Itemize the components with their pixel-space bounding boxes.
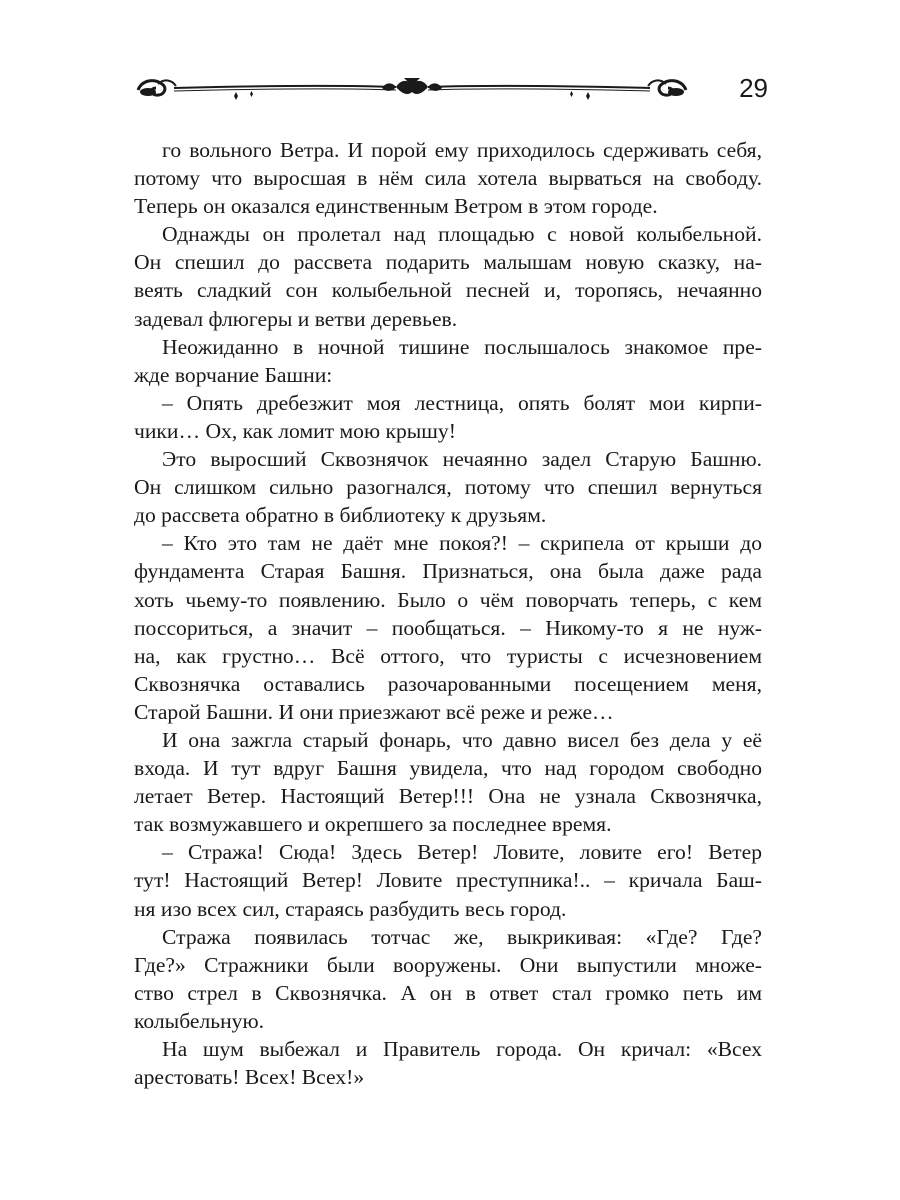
paragraph — [134, 445, 762, 529]
text-line: Сквознячка оставались разочарованными посещением меня, — [134, 671, 762, 696]
decorative-flourish-divider-icon — [134, 70, 690, 106]
text-line: входа. И тут вдруг Башня увидела, что над городом свободно — [134, 756, 762, 781]
text-line: го вольного Ветра. И порой ему приходилось сдерживать себя, — [162, 138, 762, 162]
paragraph — [134, 838, 762, 922]
text-line: веять сладкий сон колыбельной песней и, торопясь, нечаянно — [134, 278, 762, 303]
text-line: На шум выбежал и Правитель города. Он кричал: «Всех — [162, 1037, 762, 1061]
text-line: Он спешил до рассвета подарить малышам новую сказку, на- — [134, 250, 762, 275]
paragraph — [134, 333, 762, 389]
text-line: арестовать! Всех! Всех!» — [134, 1065, 365, 1090]
text-line: Это выросший Сквознячок нечаянно задел Старую Башню. — [162, 447, 762, 472]
body-text — [134, 136, 762, 1091]
paragraph — [134, 923, 762, 1035]
text-line: – Опять дребезжит моя лестница, опять болят мои кирпи- — [162, 390, 762, 415]
text-line: фундамента Старая Башня. Признаться, она была даже рада — [134, 559, 762, 584]
text-line: хоть чьему-то появлению. Было о чём поворчать теперь, с кем — [134, 587, 762, 612]
paragraph — [134, 389, 762, 445]
text-line: Старой Башни. И они приезжают всё реже и реже… — [134, 699, 614, 724]
text-line: – Кто это там не даёт мне покоя?! – скрипела от крыши до — [162, 531, 762, 556]
text-line: летает Ветер. Настоящий Ветер!!! Она не узнала Сквознячка, — [134, 784, 762, 809]
text-line: до рассвета обратно в библиотеку к друзьям. — [134, 503, 547, 528]
text-line: Он слишком сильно разогнался, потому что спешил вернуться — [134, 475, 762, 500]
text-line: колыбельную. — [134, 1008, 264, 1033]
text-line: потому что выросшая в нём сила хотела вырваться на свободу. — [134, 166, 762, 191]
text-line: поссориться, а значит – пообщаться. – Никому-то я не нуж- — [134, 615, 762, 640]
text-line: так возмужавшего и окрепшего за последнее время. — [134, 812, 612, 837]
paragraph — [134, 529, 762, 726]
text-line: Однажды он пролетал над площадью с новой колыбельной. — [162, 222, 762, 247]
page-number: 29 — [739, 73, 768, 103]
paragraph — [134, 220, 762, 332]
paragraph — [134, 136, 762, 220]
text-line: Стража появилась тотчас же, выкрикивая: «Где? Где? — [162, 924, 762, 949]
text-line: ство стрел в Сквознячка. А он в ответ стал громко петь им — [134, 980, 762, 1005]
text-line: И она зажгла старый фонарь, что давно висел без дела у её — [162, 727, 762, 752]
text-line: тут! Настоящий Ветер! Ловите преступника!.. – кричала Баш- — [134, 868, 762, 893]
paragraph — [134, 726, 762, 838]
text-line: задевал флюгеры и ветви деревьев. — [134, 306, 458, 331]
text-line: Где?» Стражники были вооружены. Они выпустили множе- — [134, 952, 762, 977]
text-line: жде ворчание Башни: — [134, 362, 333, 387]
text-line: Неожиданно в ночной тишине послышалось знакомое пре- — [162, 334, 762, 359]
paragraph — [134, 1035, 762, 1091]
text-line: чики… Ох, как ломит мою крышу! — [134, 418, 456, 443]
text-line: – Стража! Сюда! Здесь Ветер! Ловите, ловите его! Ветер — [162, 840, 762, 865]
text-line: ня изо всех сил, стараясь разбудить весь город. — [134, 896, 567, 921]
text-line: на, как грустно… Всё оттого, что туристы с исчезновением — [134, 643, 762, 668]
text-line: Теперь он оказался единственным Ветром в этом городе. — [134, 194, 658, 219]
